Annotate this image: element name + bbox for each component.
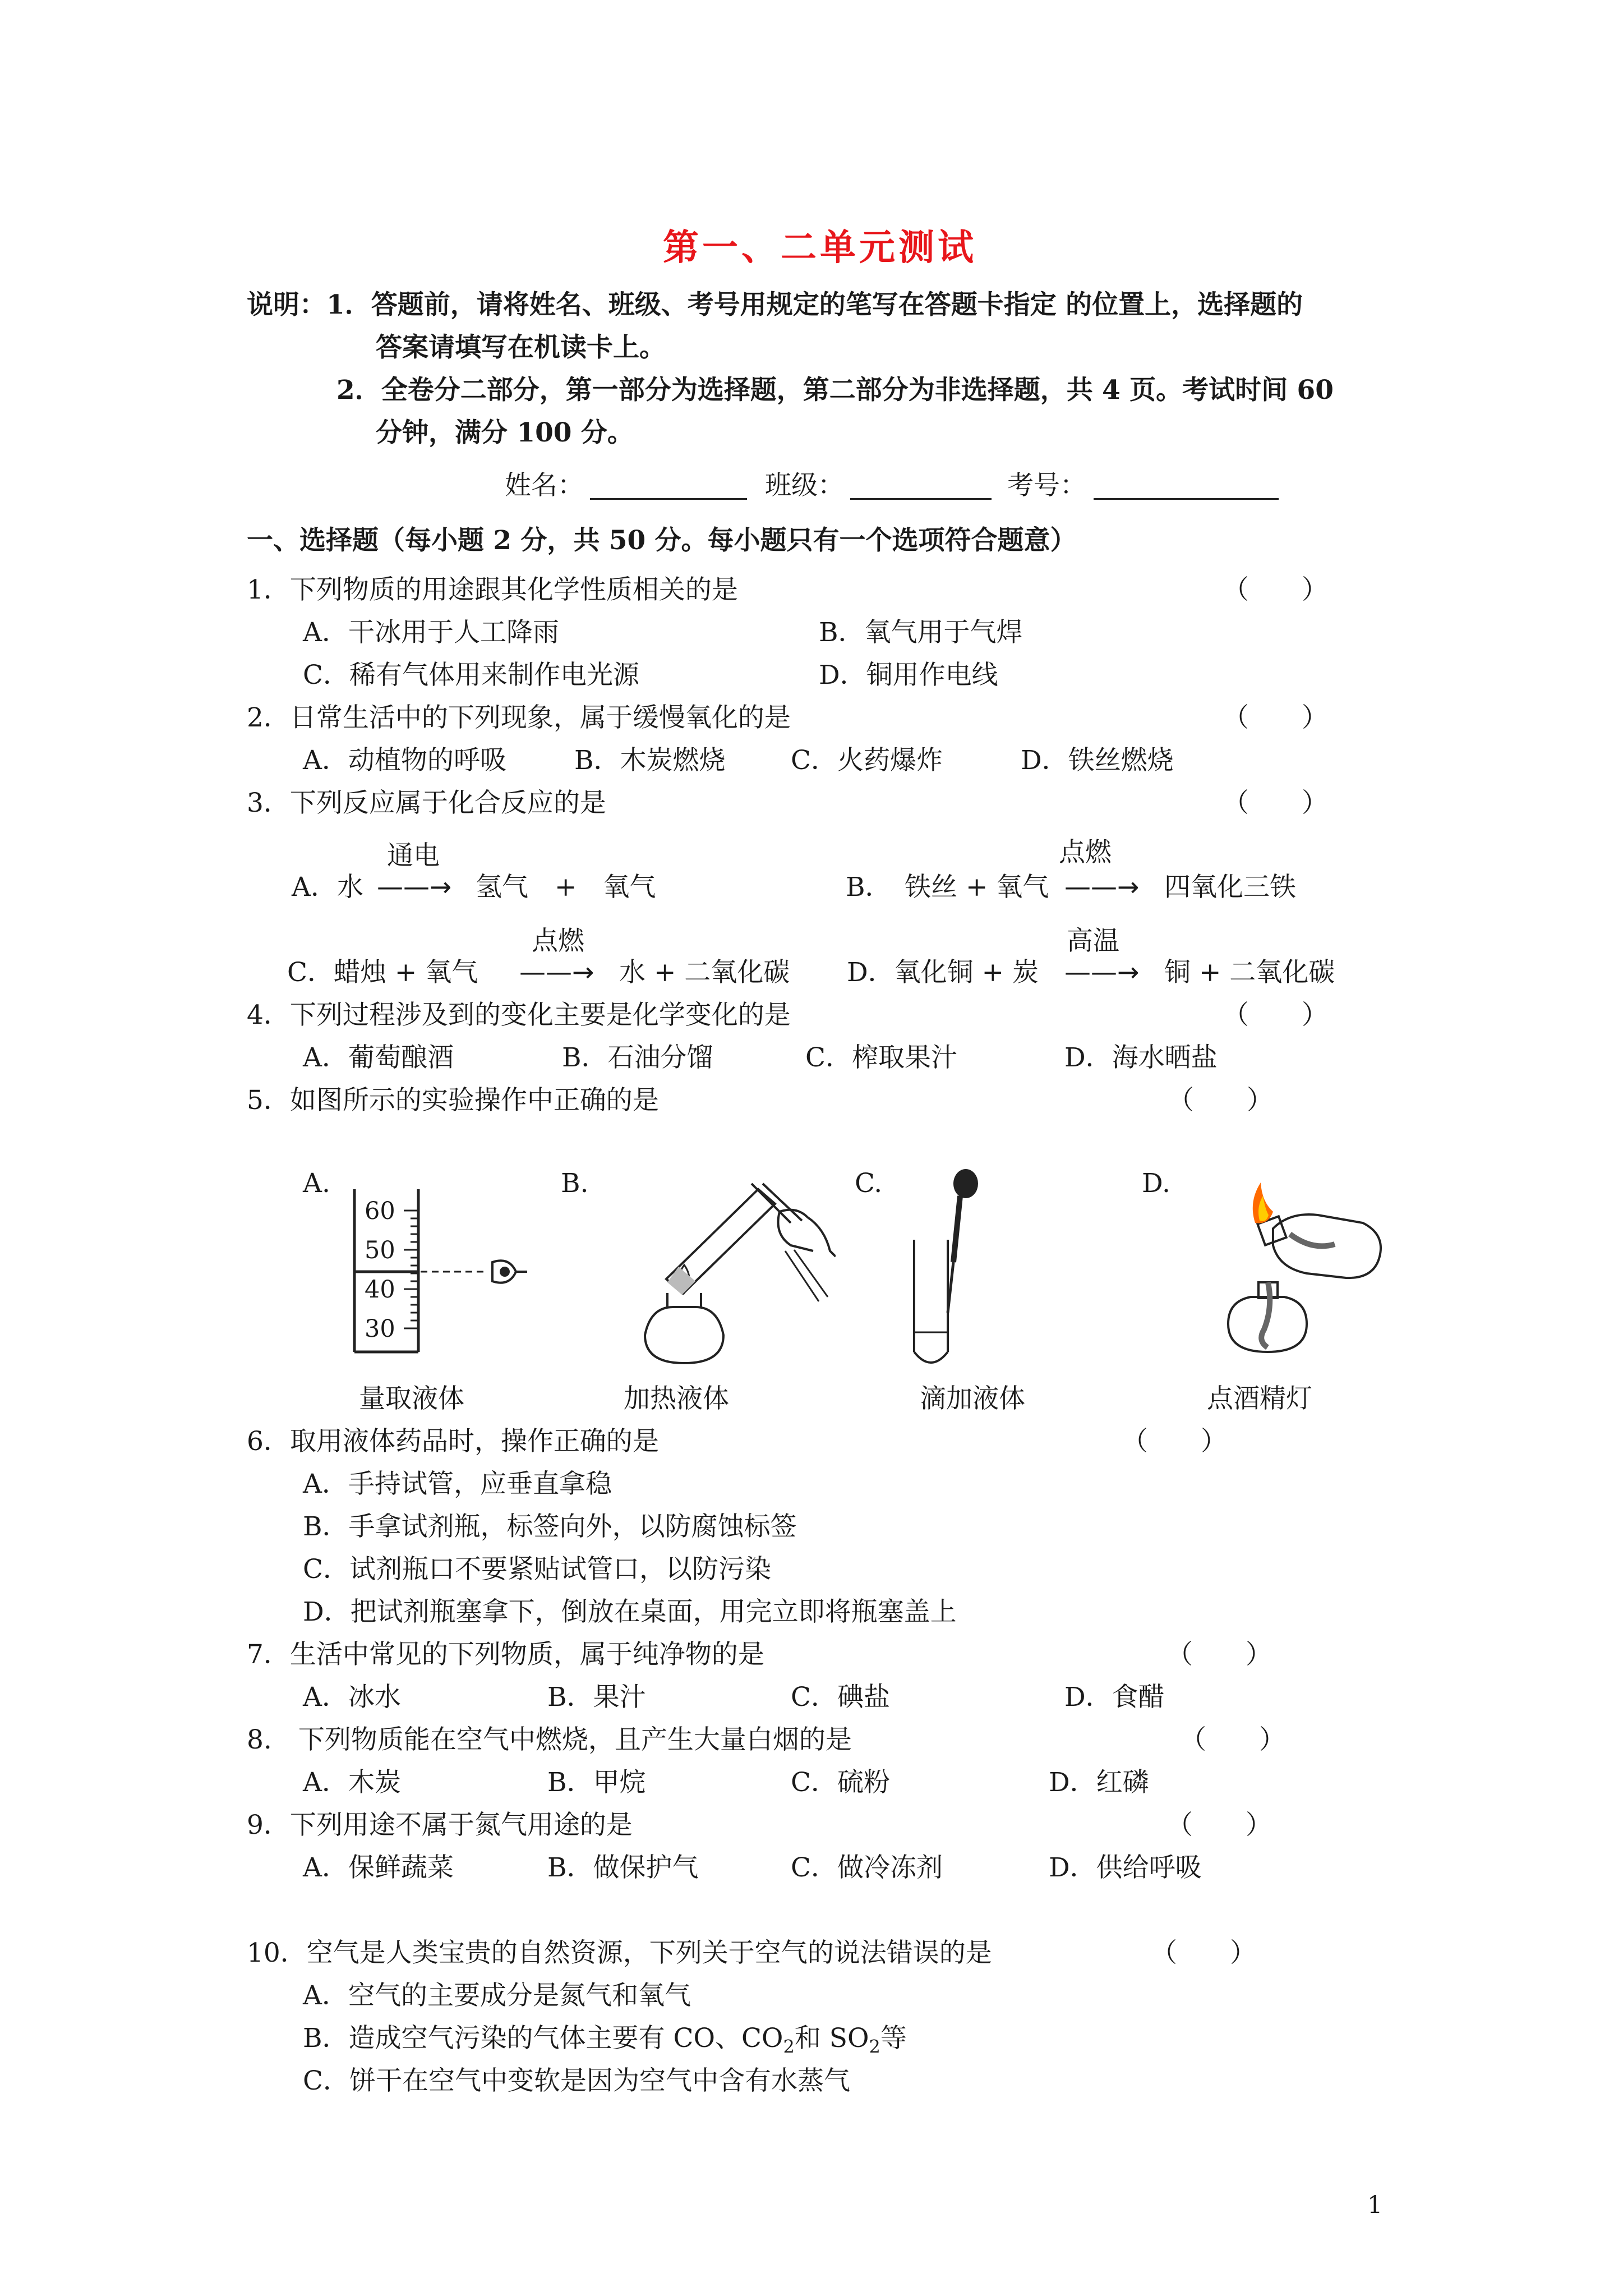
q2-option-b: B．木炭燃烧: [574, 745, 726, 776]
q4-stem: 4．下列过程涉及到的变化主要是化学变化的是: [247, 1000, 791, 1030]
name-field-label: 姓名：: [505, 470, 584, 501]
cylinder-scale-50: 50: [365, 1236, 395, 1264]
q10-option-b-sub-1: 2: [783, 2036, 795, 2058]
q2-option-d: D．铁丝燃烧: [1021, 745, 1174, 776]
q6-option-b: B．手拿试剂瓶，标签向外，以防腐蚀标签: [303, 1511, 797, 1542]
id-field-line[interactable]: [1094, 473, 1279, 500]
q10-option-b-sub-2: 2: [869, 2036, 880, 2058]
q7-option-b: B．果汁: [547, 1682, 646, 1713]
q4-answer-paren: （ ）: [1223, 1000, 1328, 1030]
q6-answer-paren: （ ）: [1122, 1426, 1227, 1457]
q4-option-c: C．榨取果汁: [805, 1042, 957, 1073]
instruction-1-line-2: 答案请填写在机读卡上。: [376, 332, 666, 363]
q10-option-b-mid: 和 SO: [794, 2023, 869, 2054]
q2-stem: 2．日常生活中的下列现象，属于缓慢氧化的是: [247, 702, 791, 733]
cylinder-scale-30: 30: [365, 1315, 395, 1343]
q3-b-arrow: ——→: [1064, 872, 1140, 903]
q10-option-b-text: B．造成空气污染的气体主要有 CO、CO: [303, 2023, 783, 2054]
q5-option-b: B.: [561, 1168, 589, 1199]
q5-caption-b: 加热液体: [624, 1383, 729, 1414]
q9-answer-paren: （ ）: [1166, 1810, 1272, 1841]
q3-stem: 3．下列反应属于化合反应的是: [247, 788, 606, 818]
q5-option-a: A.: [303, 1168, 330, 1199]
q4-option-b: B．石油分馏: [562, 1042, 713, 1073]
page-title: 第一、二单元测试: [663, 227, 977, 269]
section-heading: 一、选择题（每小题 2 分，共 50 分。每小题只有一个选项符合题意）: [247, 525, 1077, 556]
heating-liquid-figure: [611, 1167, 836, 1369]
class-field-label: 班级：: [765, 470, 844, 501]
q3-a-arrow: ——→: [377, 872, 452, 903]
instruction-2-line-2: 分钟，满分 100 分。: [376, 417, 634, 448]
q2-answer-paren: （ ）: [1223, 702, 1328, 733]
q8-stem: 8. 下列物质能在空气中燃烧，且产生大量白烟的是: [247, 1724, 852, 1755]
page-number: 1: [1367, 2191, 1383, 2219]
lighting-alcohol-lamp-figure: [1195, 1172, 1408, 1374]
q10-option-b: [303, 2022, 907, 2063]
q3-answer-paren: （ ）: [1223, 788, 1328, 818]
q3-option-d: D．氧化铜 + 炭: [847, 957, 1039, 988]
q10-stem: 10．空气是人类宝贵的自然资源，下列关于空气的说法错误的是: [247, 1938, 992, 1968]
q3-b-condition: 点燃: [1059, 837, 1112, 868]
q8-answer-paren: （ ）: [1180, 1724, 1285, 1755]
cylinder-scale-40: 40: [365, 1276, 395, 1304]
q7-option-a: A．冰水: [303, 1682, 401, 1713]
q3-d-products: 铜 + 二氧化碳: [1164, 957, 1335, 988]
q5-caption-c: 滴加液体: [920, 1383, 1025, 1414]
id-field-label: 考号：: [1007, 470, 1086, 501]
q5-caption-a: 量取液体: [359, 1383, 464, 1414]
q3-c-products: 水 + 二氧化碳: [619, 957, 790, 988]
q1-option-a: A．干冰用于人工降雨: [303, 617, 559, 648]
dropping-liquid-figure: [892, 1161, 1004, 1374]
q3-c-arrow: ——→: [519, 957, 594, 988]
q1-option-b: B．氧气用于气焊: [819, 617, 1023, 648]
q7-option-c: C．碘盐: [791, 1682, 890, 1713]
q8-option-c: C．硫粉: [791, 1767, 890, 1798]
q3-a-condition: 通电: [387, 840, 440, 871]
q4-option-a: A．葡萄酿酒: [303, 1042, 454, 1073]
q6-option-a: A．手持试管，应垂直拿稳: [303, 1469, 612, 1499]
q3-option-b: B． 铁丝 + 氧气: [846, 872, 1049, 903]
q9-option-b: B．做保护气: [547, 1852, 699, 1883]
q5-stem: 5．如图所示的实验操作中正确的是: [247, 1085, 659, 1116]
q6-option-d: D．把试剂瓶塞拿下，倒放在桌面，用完立即将瓶塞盖上: [303, 1596, 957, 1627]
q10-option-a: A．空气的主要成分是氮气和氧气: [303, 1980, 691, 2011]
q9-option-a: A．保鲜蔬菜: [303, 1852, 454, 1883]
instructions-label: 说明：: [247, 289, 326, 320]
q7-option-d: D．食醋: [1064, 1682, 1165, 1713]
q10-option-c: C．饼干在空气中变软是因为空气中含有水蒸气: [303, 2065, 850, 2096]
q5-option-c: C.: [855, 1168, 883, 1199]
q10-answer-paren: （ ）: [1151, 1938, 1256, 1968]
q1-option-c: C．稀有气体用来制作电光源: [303, 660, 639, 691]
q6-stem: 6．取用液体药品时，操作正确的是: [247, 1426, 659, 1457]
q2-option-c: C．火药爆炸: [791, 745, 943, 776]
q3-option-c: C．蜡烛 + 氧气: [287, 957, 478, 988]
q3-d-arrow: ——→: [1064, 957, 1140, 988]
name-field-line[interactable]: [590, 473, 747, 500]
q7-answer-paren: （ ）: [1166, 1639, 1272, 1670]
q1-stem: 1．下列物质的用途跟其化学性质相关的是: [247, 574, 738, 605]
q3-c-condition: 点燃: [532, 926, 584, 956]
q4-option-d: D．海水晒盐: [1064, 1042, 1218, 1073]
q9-option-d: D．供给呼吸: [1049, 1852, 1202, 1883]
instruction-2-line-1: 2．全卷分二部分，第一部分为选择题，第二部分为非选择题，共 4 页。考试时间 60: [336, 375, 1334, 406]
q8-option-a: A．木炭: [303, 1767, 401, 1798]
q5-option-d: D.: [1142, 1168, 1170, 1199]
q10-option-b-end: 等: [880, 2023, 907, 2054]
q1-answer-paren: （ ）: [1223, 574, 1328, 605]
q2-option-a: A．动植物的呼吸: [303, 745, 506, 776]
q3-b-products: 四氧化三铁: [1164, 872, 1296, 903]
q7-stem: 7．生活中常见的下列物质，属于纯净物的是: [247, 1639, 764, 1670]
q6-option-c: C．试剂瓶口不要紧贴试管口，以防污染: [303, 1554, 771, 1585]
q3-option-a: A．水: [292, 872, 363, 903]
q5-answer-paren: （ ）: [1168, 1085, 1273, 1116]
q9-option-c: C．做冷冻剂: [791, 1852, 943, 1883]
q3-a-products: 氢气 + 氧气: [476, 872, 656, 903]
q3-d-condition: 高温: [1067, 926, 1119, 956]
q8-option-b: B．甲烷: [547, 1767, 646, 1798]
q5-caption-d: 点酒精灯: [1207, 1383, 1312, 1414]
instruction-1-line-1: 1．答题前，请将姓名、班级、考号用规定的笔写在答题卡指定 的位置上，选择题的: [326, 289, 1303, 320]
q9-stem: 9．下列用途不属于氮气用途的是: [247, 1810, 633, 1841]
q8-option-d: D．红磷: [1049, 1767, 1149, 1798]
class-field-line[interactable]: [850, 473, 992, 500]
q1-option-d: D．铜用作电线: [819, 660, 998, 691]
cylinder-scale-60: 60: [365, 1197, 395, 1225]
